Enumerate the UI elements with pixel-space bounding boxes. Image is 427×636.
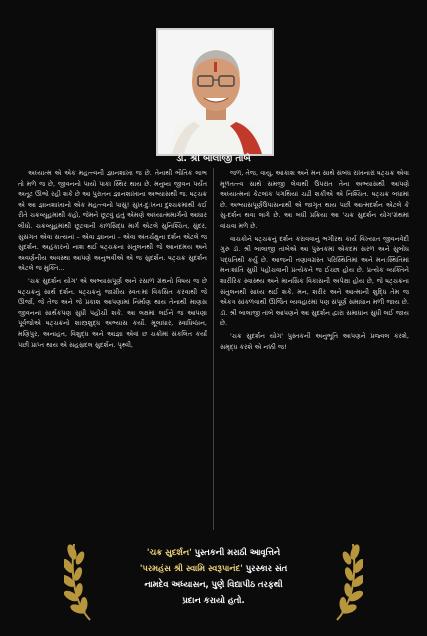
award-line — [88, 544, 339, 560]
award-name: 'પરમહંસ શ્રી સ્વામિ સ્વરૂપાનંદ' — [139, 563, 243, 573]
laurel-wreath-right-icon — [333, 536, 363, 624]
column-divider — [213, 168, 214, 530]
left-paragraph: 'ચક્ર સુદર્શન યોગ' એ અભ્યાસપૂર્ણ અને રસાળ ગ્રંથનો વિષય જ છે ષટ્ચક્રનું સાર્થ દર્શન. ષટ્ચક્રનું જાગ્રીય સ્વતઃમાં વિકસિત કરવાથી જે ઊર્જા, જે તેજ અને જે પ્રકાશ આપણામાં નિર્માણ થાય તેનાથી માણસ જીવનનાં સાર્થકપણ સુધી પહોંચી શકે. આ લક્ષમાં લઈને જ આપણા પૂર્વજોએ ષટ્ચક્રનો શાસ્ત્રશુદ્ધ અભ્યાસ કર્યો. મૂલાધાર, સ્વાધિષ્ઠાન, મણિપુર, અનાહત, વિશુદ્ધ અને આજ્ઞા એવાં છ ચક્રોમાં સંકલિત કર્યાં પછી પ્રાપ્ત થાય એ સહસ્રદલ સુદર્શન. પૃથ્વી, — [18, 276, 207, 349]
right-column — [220, 168, 409, 530]
description-columns — [18, 168, 409, 530]
right-paragraph: જળ, તેજ, વાયુ, આકાશ અને મન સાથે સંબંધ રાખનારાં ષટ્ચક્ર એવા મૂળતત્ત્વ સાથે સમજી લેવાથી ઉપરાંત તેના અભ્યાસથી આપણે અધ્યાત્મનાં કેટલાંક પગથિયાં ચઢી શકીએ એ નિશ્ચિત. ષટ્ચક્ર બધામાં છે. અભ્યાસપૂર્ણઉપાસનાથી એ જાગૃત થાય પછી આત્મદર્શન એટલે કે સુ-દર્શન થવા લાગે છે. આ બધી પ્રક્રિયા આ 'ચક્ર સુદર્શન યોગ'ગ્રંથમાં વાંચવા મળે છે. — [220, 169, 409, 230]
award-line-text: પુસ્તકની મરાઠી આવૃત્તિને — [191, 547, 281, 557]
award-line: નામદેવ અધ્યાસન, પુણે વિદ્યાપીઠ તરફથી — [144, 579, 283, 589]
right-paragraph: 'ચક્ર સુદર્શન યોગ' પુસ્તકની અનુભૂતિ આપણને પ્રજ્વલ કરશે, સમૃદ્ધ કરશે એ નક્કી જ! — [220, 331, 409, 351]
author-photo — [156, 28, 274, 156]
author-caption: ડૉ. શ્રી બાલાજી તાંબે — [176, 154, 251, 164]
award-line: પ્રદાન કરાયો હતો. — [182, 595, 245, 605]
award-text — [88, 544, 339, 608]
left-paragraph: અધ્યાત્મ એ એક મહત્ત્વની જ્ઞાનશાખા જ છે. તેનાથી ભૌતિક લાભ તો મળે જ છે, જીવનનો પાયો પાકા સ્થિર થાય છે. મનુષ્ય જીવન પર્યંત અતૂટ ઊભો રહી શકે છે આ પુરાતન જ્ઞાનશાખાના અભ્યાસથી જ. ષટ્ચક્ર એ આ જ્ઞાનશાખાનો એક મહત્ત્વનો પાસું! સુખ-દુઃખના દુશ્ચક્રમાંથી કઈ રીતે ચક્રવ્યૂહમાંથી કહો, જેમને છૂટવું હતું એમણે અધ્યાત્મમાર્ગનો આધાર લીધો. ચક્રવ્યૂહમાંથી છૂટવાની કાળસિદ્ધ માર્ગ એટલે સુનિશ્ચિત, સુંદર, સુસંગત એવા સત્યનાં – એવા જ્ઞાનનાં – એવા અંતર્ચક્ષુના દર્શન એટલે જ સુદર્શન. અહંકારનો નાશ થઈ ષટ્ચક્રના સંતુલનથી જે આનંદમય અને અવર્ણનીય અવસ્થા આપણે અનુભવીએ એ જ સુદર્શન. ષટ્ચક્ર સુદર્શન એટલે જ મુક્તિ… — [18, 169, 207, 273]
award-line — [88, 560, 339, 576]
award-book-title: 'ચક્ર સુદર્શન' — [146, 547, 192, 557]
right-paragraph: વાચકોને ષટ્ચક્રનું દર્શન કરાવવાનું ભગીરથ કાર્ય વિખ્યાત જીવનવેદી ગુરુ ડૉ. શ્રી બાલાજી તાંબેએ આ પુસ્તકમાં એકદમ સરળ અને સુબોધ પદ્ધતિથી કર્યું છે. આજની તણાવગ્રસ્ત પરિસ્થિતિમાં અને મનઃસ્થિતિમાં મનઃશાંતિ સુધી પહોંચવાની પ્રત્યેકને જ ઈચ્છા હોય છે. પ્રત્યેક વ્યક્તિને શારીરિક સ્વાસ્થ્ય અને માનસિક વિકાસની અપેક્ષા હોય છે, જે ષટ્ચક્રના સંતુલનથી સાધ્ય થઈ શકે. મન, શરીર અને આત્માની શુદ્ધિ તેમ જ એકત્ર સાંકળવાથી ઊર્જિત વ્યવહારમાં પણ સંપૂર્ણ સમાધાન મળી જાય છે. ડૉ. શ્રી બાલાજી તાંબે આપણને આ સુદર્શન દ્વારા સમાધાન સુધી લઈ જાય છે. — [220, 234, 409, 328]
award-line-text: પુરસ્કાર સંત — [242, 563, 288, 573]
award-banner — [0, 536, 427, 624]
left-column — [18, 168, 207, 530]
